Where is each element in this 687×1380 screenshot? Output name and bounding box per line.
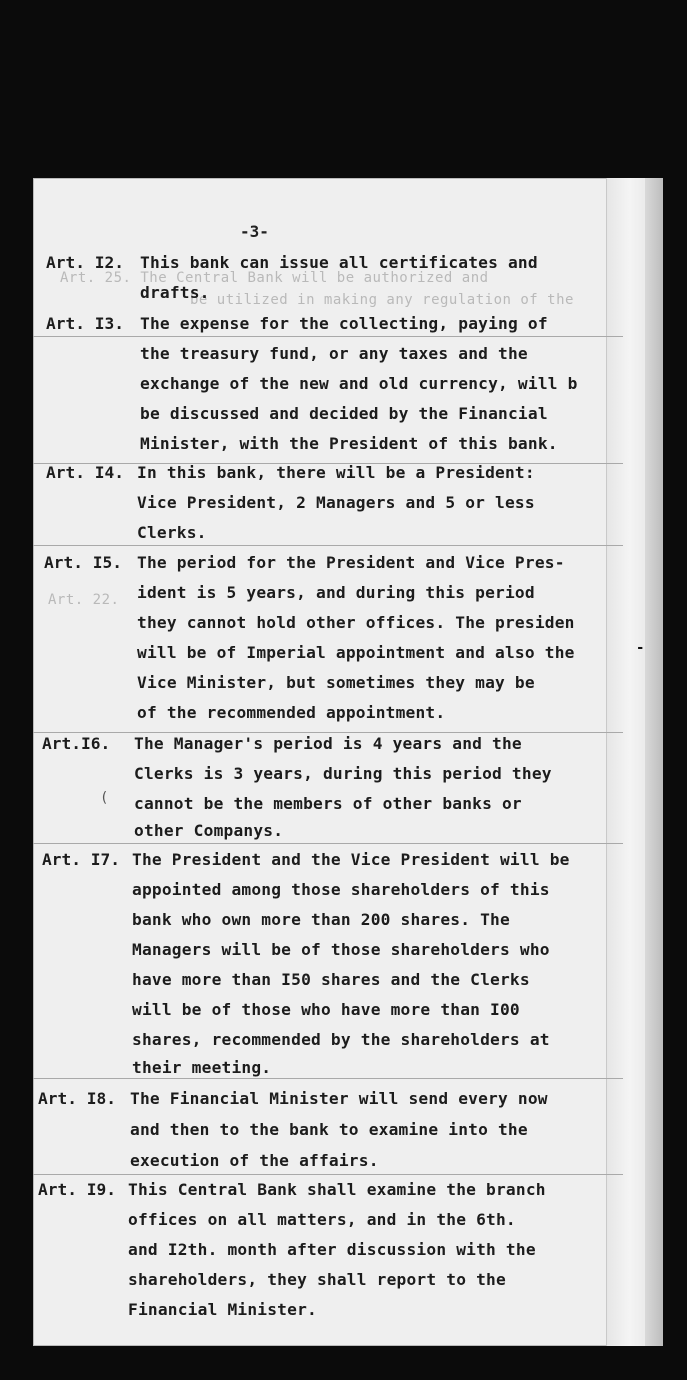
ruled-line xyxy=(33,732,623,733)
bleed-through-text: be utilized in making any regulation of the xyxy=(190,292,574,308)
article-text-line: be discussed and decided by the Financial xyxy=(140,404,548,423)
article-text-line: exchange of the new and old currency, will b xyxy=(140,374,578,393)
article-text-line: they cannot hold other offices. The presiden xyxy=(137,613,575,632)
article-text-line: This Central Bank shall examine the branch xyxy=(128,1180,546,1199)
article-text-line: the treasury fund, or any taxes and the xyxy=(140,344,528,363)
article-label: Art. I9. xyxy=(38,1180,116,1199)
article-text-line: The period for the President and Vice Pres- xyxy=(137,553,565,572)
article-text-line: of the recommended appointment. xyxy=(137,703,446,722)
ruled-line xyxy=(33,545,623,546)
article-text-line: and I2th. month after discussion with the xyxy=(128,1240,536,1259)
article-text-line: The Manager's period is 4 years and the xyxy=(134,734,522,753)
article-text-line: and then to the bank to examine into the xyxy=(130,1120,528,1139)
ruled-line xyxy=(33,1174,623,1175)
bleed-through-text: Art. 22. xyxy=(48,592,120,608)
bleed-through-text: Art. 25. The Central Bank will be authorized and xyxy=(60,270,489,286)
article-text-line: bank who own more than 200 shares. The xyxy=(132,910,510,929)
article-text-line: shares, recommended by the shareholders at xyxy=(132,1030,550,1049)
article-text-line: their meeting. xyxy=(132,1058,272,1077)
article-text-line: Minister, with the President of this bank. xyxy=(140,434,558,453)
article-text-line: drafts. xyxy=(140,283,210,302)
article-label: Art.I6. xyxy=(42,734,111,753)
article-text-line: will be of those who have more than I00 xyxy=(132,1000,520,1019)
article-text-line: Managers will be of those shareholders who xyxy=(132,940,550,959)
article-text-line: will be of Imperial appointment and also the xyxy=(137,643,575,662)
article-text-line: Financial Minister. xyxy=(128,1300,317,1319)
ruled-line xyxy=(33,1078,623,1079)
ruled-line xyxy=(33,843,623,844)
article-text-line: Clerks is 3 years, during this period they xyxy=(134,764,552,783)
article-text-line: execution of the affairs. xyxy=(130,1151,379,1170)
article-text-line: The President and the Vice President will be xyxy=(132,850,570,869)
article-label: Art. I2. xyxy=(46,253,124,272)
article-text-line: Vice President, 2 Managers and 5 or less xyxy=(137,493,535,512)
ruled-line xyxy=(33,336,623,337)
article-text-line: In this bank, there will be a President: xyxy=(137,463,535,482)
article-label: Art. I3. xyxy=(46,314,124,333)
article-label: Art. I5. xyxy=(44,553,122,572)
article-text-line: Clerks. xyxy=(137,523,207,542)
page-number: -3- xyxy=(240,222,269,241)
article-label: Art. I8. xyxy=(38,1089,116,1108)
article-text-line: other Companys. xyxy=(134,821,284,840)
article-label: Art. I7. xyxy=(42,850,120,869)
article-text-line: The expense for the collecting, paying of xyxy=(140,314,548,333)
margin-dash-mark: - xyxy=(636,640,645,656)
page-edge xyxy=(606,178,663,1346)
article-text-line: have more than I50 shares and the Clerks xyxy=(132,970,530,989)
article-text-line: appointed among those shareholders of this xyxy=(132,880,550,899)
article-text-line: shareholders, they shall report to the xyxy=(128,1270,506,1289)
article-text-line: The Financial Minister will send every now xyxy=(130,1089,548,1108)
article-text-line: cannot be the members of other banks or xyxy=(134,794,522,813)
article-text-line: Vice Minister, but sometimes they may be xyxy=(137,673,535,692)
pencil-mark: ( xyxy=(100,790,109,806)
article-text-line: offices on all matters, and in the 6th. xyxy=(128,1210,516,1229)
article-text-line: This bank can issue all certificates and xyxy=(140,253,538,272)
article-text-line: ident is 5 years, and during this period xyxy=(137,583,535,602)
article-label: Art. I4. xyxy=(46,463,124,482)
